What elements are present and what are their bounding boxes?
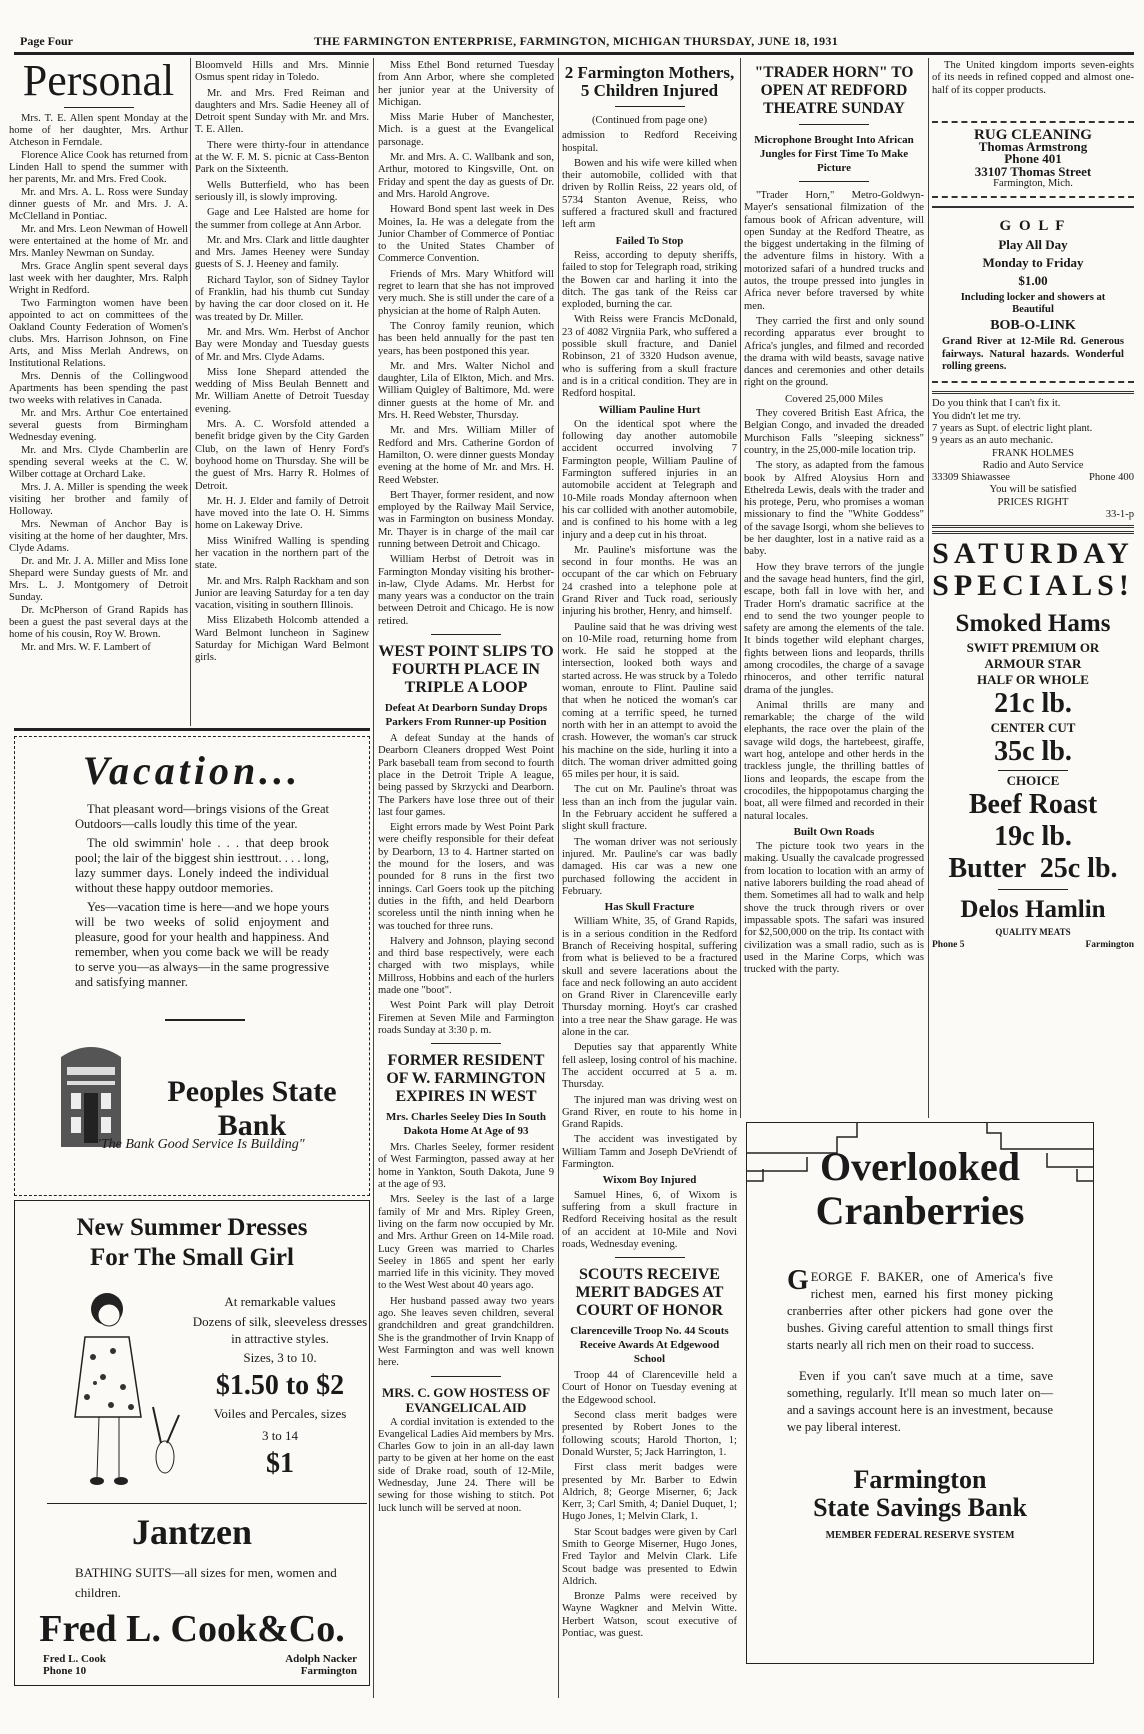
ad-title: G O L F (999, 218, 1067, 235)
column-divider (373, 58, 374, 1698)
subheading: Built Own Roads (793, 825, 875, 838)
divider (165, 1019, 245, 1021)
ad-paragraph: The old swimmin' hole . . . that deep brook pool; the lair of the biggest shin iesttrout. . . . long, lazy summer days. Lonely indeed the individual without these happy outdoor memories. (75, 836, 329, 895)
subheading: Covered 25,000 Miles (784, 392, 884, 405)
article-paragraph: Second class merit badges were presented by Robert Jones to the following scouts; Harold Thorton, 1; Donald Wurster, 5; Jack Harrington, 1. (562, 1410, 737, 1458)
personal-item: Mr. and Mrs. A. L. Ross were Sunday dinner guests of Mr. and Mrs. J. A. McClelland in Pontiac. (9, 187, 188, 222)
article-paragraph: Halvery and Johnson, playing second and third base respectively, were each charged with two misplays, while Millross, Hobbins and each of the hurlers made one "boot". (378, 935, 554, 996)
fred-l-cook-ad (14, 1200, 370, 1686)
product-price: Butter 25c lb. (948, 853, 1118, 885)
ad-text: Phone 400 (1088, 472, 1134, 484)
personal-item: Mr. and Mrs. Ralph Rackham and son Junior are leaving Saturday for a ten day vacation, visiting in southern Illinois. (195, 575, 369, 612)
ad-title-line: Overlooked (820, 1144, 1020, 1189)
column-3 (378, 60, 554, 1700)
member-note: MEMBER FEDERAL RESERVE SYSTEM (825, 1530, 1015, 1541)
ad-text: Do you think that I can't fix it. (932, 398, 1061, 410)
personal-item: Miss Elizabeth Holcomb attended a Ward Belmont luncheon in Saginew Saturday for Michigan Ward Belmont girls. (195, 615, 369, 664)
ad-text: Farmington, Mich. (993, 178, 1073, 190)
signature-right (285, 1653, 357, 1677)
filler-note: The United kingdom imports seven-eights of its needs in refined copped and almost one-half of its copper products. (932, 60, 1134, 96)
ad-text: Grand River at 12-Mile Rd. Generous fairways. Natural hazards. Wonderful rolling greens. (942, 336, 1124, 373)
personal-item: Mr. and Mrs. A. C. Wallbank and son, Arthur, motored to Kingsville, Ont. on Friday and spent the day as guests of Dr. and Mrs. Harold Angrove. (378, 152, 554, 200)
personal-item: Mr. and Mrs. Fred Reiman and daughters and Mrs. Sadie Heeney all of Detroit spent Sunday with Mr. and Mrs. T. E. Allen. (195, 87, 369, 136)
divider (47, 1503, 367, 1504)
personal-item: Bloomveld Hills and Mrs. Minnie Osmus spent riday in Toledo. (195, 60, 369, 84)
personal-item: Howard Bond spent last week in Des Moines, Ia. He was a delegate from the Junior Chamber of Commerce of Pontiac to the United States Chamber of Commerce Convention. (378, 204, 554, 265)
ad-text: Phone 10 (43, 1665, 87, 1677)
personal-item: Mrs. Dennis of the Collingwood Apartments has been spending the past two weeks with relatives in Canada. (9, 371, 188, 406)
ad-text: You didn't let me try. (932, 410, 1021, 422)
personal-item: Gage and Lee Halsted are home for the summer from college at Ann Arbor. (195, 207, 369, 231)
article-paragraph: Mrs. Seeley is the last of a large family of Mr and Mrs. Ripley Green, living on the farm now occupied by Mr. and Mrs. Arthur Green on 14-Mile road. Lucy Green was married to Charles Seeley in 1865 and spent her early married life in this vicinity. They moved to the West West about 40 years ago. (378, 1194, 554, 1292)
ad-contact (932, 939, 1134, 951)
ad-text: BOB-O-LINK (990, 318, 1076, 334)
ad-body (75, 802, 329, 990)
article-paragraph: With Reiss were Francis McDonald, 23 of 4082 Virgniia Park, who suffered a possible skull fracture, and Daniel Robinson, 21 of 3320 Hudson avenue, who is suffering from a skull fracture and is in a critical condition. They are in Redford hospital. (562, 314, 737, 400)
personal-item: The Conroy family reunion, which has been held annually for the past ten years, has been postponed this year. (378, 320, 554, 357)
price: $1 (266, 1448, 294, 1479)
ad-text: CHOICE (1006, 773, 1060, 789)
article-paragraph: Troop 44 of Clarenceville held a Court of Honor on Tuesday evening at the Edgewood school. (562, 1370, 737, 1406)
personal-item: Bert Thayer, former resident, and now employed by the Railway Mail Service, was in Farmington on business Monday. Mr. Thayer is in charge of the mail car running between Detroit and Chicago. (378, 489, 554, 550)
price: 21c lb. (994, 688, 1072, 720)
personal-item: Florence Alice Cook has returned from Linden Hall to spend the summer with her parents, Mr. and Mrs. Fred Cook. (9, 150, 188, 185)
masthead-rule (14, 52, 1134, 55)
personal-item: Wells Butterfield, who has been seriously ill, is slowly improving. (195, 179, 369, 203)
peoples-state-bank-ad (14, 736, 370, 1196)
personal-item: Miss Ione Shepard attended the wedding of Miss Beulah Bennett and Mr. William Anette of Detroit Tuesday evening. (195, 366, 369, 415)
personal-item: Mrs. Grace Anglin spent several days last week with her daughter, Mrs. Ralph Wright in Redford. (9, 261, 188, 296)
store-name: Fred L. Cook&Co. (39, 1608, 345, 1650)
column-6 (932, 60, 1134, 1120)
article-paragraph: They carried the first and only sound recording apparatus ever brought to Africa's jungles, and filmed and recorded the drama with wild beasts, savage native dances and ceremonies and other details right on the ground. (744, 315, 924, 389)
column-divider (928, 58, 929, 1118)
ad-text: CENTER CUT (990, 720, 1076, 736)
ad-body (190, 1291, 370, 1481)
ad-paragraph: That pleasant word—brings visions of the Great Outdoors—calls loudly this time of the year. (75, 802, 329, 831)
ad-text: 9 years as an auto mechanic. (932, 435, 1054, 447)
ad-title-line: New Summer Dresses (76, 1214, 308, 1241)
article-headline: SCOUTS RECEIVE MERIT BADGES AT COURT OF HONOR (575, 1266, 724, 1320)
ad-text: Including locker and showers at Beautiful (960, 291, 1106, 315)
ad-text: You will be satisfied (989, 484, 1077, 496)
price: 19c lb. (994, 821, 1072, 853)
personal-item: Mr. and Mrs. Walter Nichol and daughter, Lila of Elkton, Mich. and Mrs. William Quigley of Baltimore, Md. were dinner guests at the home of Mr. and Mrs. H. Reed Webster, Thursday. (378, 360, 554, 422)
farmington-state-savings-bank-ad (746, 1122, 1094, 1664)
article-paragraph: Animal thrills are many and remarkable; the charge of the wild elephants, the race over the plain of the savage wild dogs, the hartebeest, giraffe, wart hog, antelope and other herds in the trackless jungle, the thrilling battles of lions and leopards, the escape from the crocodiles, the hippopotamus charging the boat, all were filmed and recorded in their natural locales. (744, 699, 924, 822)
ad-title: SATURDAY (932, 537, 1134, 571)
ad-text: Thomas Armstrong (978, 139, 1088, 155)
personal-item: Mr. and Mrs. W. F. Lambert of (21, 642, 151, 653)
personal-item: Mrs. Newman of Anchor Bay is visiting at the home of her daughter, Mrs. Clyde Adams. (9, 519, 188, 554)
article-paragraph: admission to Redford Receiving hospital. (562, 130, 737, 154)
continued-note: (Continued from page one) (591, 115, 708, 126)
article-headline: 2 Farmington Mothers, 5 Children Injured (564, 63, 735, 100)
divider (431, 634, 501, 635)
article-paragraph: On the identical spot where the following day another automobile accident occurred involving 7 Farmington people, William Pauline of Farmington suffered injuries in an automobile accident at Telegraph and 10-Mile roads Monday afternoon when his car collided with another automobile, and is confined to his home with a leg injury and a deep cut in his throat. (562, 418, 737, 541)
column-divider (558, 58, 559, 1698)
personal-item: Mrs. J. A. Miller is spending the week visiting her brother and family of Holloway. (9, 482, 188, 517)
girl-and-rabbit-illustration (65, 1287, 185, 1497)
ad-text: 33107 Thomas Street (974, 163, 1092, 179)
article-paragraph: Reiss, according to deputy sheriffs, failed to stop for Telegraph road, striking the Bowen car and harling it into the ditch. The gas tank of the Reiss car exploded, burning the car. (562, 249, 737, 311)
article-paragraph: Deputies say that apparently White fell asleep, losing control of his machine. The accident occurred at 5 a. m. Thursday. (562, 1042, 737, 1091)
ad-text: Radio and Auto Service (982, 459, 1084, 471)
ad-text: Phone 5 (932, 939, 965, 950)
bank-tagline: "The Bank Good Service Is Building" (95, 1137, 305, 1152)
personal-heading: Personal (22, 58, 175, 105)
section-rule (14, 728, 370, 731)
ad-body (787, 1265, 1053, 1436)
article-paragraph: The picture took two years in the making. Usually the cavalcade progressed from location to location with an army of native laborers building the road ahead of them. Sometimes all had to walk and help shove the truck through rivers or over impassable spots. The safari was insured for $2,500,000 on the trip. Its contact with civilization was a small radio, such as is used in the Marine Corps, which was trucked with the party. (744, 841, 924, 976)
product-name: Smoked Hams (955, 610, 1111, 638)
masthead (14, 30, 1134, 52)
golf-ad (932, 206, 1134, 383)
ad-text: Sizes, 3 to 10. (243, 1350, 317, 1365)
price: $1.00 (1018, 273, 1048, 289)
article-deck: Microphone Brought Into African Jungles for First Time To Make Picture (754, 134, 914, 174)
personal-item: Mr. H. J. Elder and family of Detroit have moved into the late O. H. Simms home on Lakeway Drive. (195, 495, 369, 532)
divider (998, 770, 1068, 771)
ad-text: 33309 Shiawassee (932, 472, 1010, 484)
article-paragraph: The cut on Mr. Pauline's throat was less than an inch from the jugular vain. In the February accident he suffered a slight skull fracture. (562, 784, 737, 833)
ad-title: Vacation... (82, 748, 302, 793)
ad-text: Play All Day (998, 236, 1068, 252)
divider (799, 181, 869, 182)
personal-item: Richard Taylor, son of Sidney Taylor of Franklin, had his thumb cut Sunday by having the car door closed on it. He was treated by Dr. Miller. (195, 274, 369, 323)
personal-item: Mrs. T. E. Allen spent Monday at the home of her daughter, Mrs. Arthur Atcheson in Ferndale. (9, 113, 188, 148)
page-number: Page Four (20, 34, 73, 48)
ad-title: SPECIALS! (932, 569, 1134, 603)
personal-item: Mr. and Mrs. Arthur Coe entertained several guests from Birmingham Wednesday evening. (9, 408, 188, 443)
frank-holmes-ad (932, 391, 1134, 528)
personal-item: Mr. and Mrs. Wm. Herbst of Anchor Bay were Monday and Tuesday guests of Mr. and Mrs. Clyde Adams. (195, 326, 369, 363)
ad-text: Dozens of silk, sleeveless dresses in attractive styles. (192, 1314, 368, 1346)
personal-item: Mr. and Mrs. Leon Newman of Howell were entertained at the home of Mr. and Mrs. Manley Newman on Sunday. (9, 224, 188, 259)
personal-item: Miss Marie Huber of Manchester, Mich. is a guest at the Evangelical parsonage. (378, 112, 554, 148)
bank-name: Peoples State Bank (167, 1075, 337, 1142)
personal-item: Miss Winifred Walling is spending her vacation in the northern part of the state. (195, 535, 369, 572)
ad-text: Farmington (1085, 939, 1134, 950)
divider (431, 1043, 501, 1044)
ad-title-line: Cranberries (815, 1188, 1025, 1233)
ad-text: Fred L. Cook (43, 1653, 107, 1665)
subheading: Failed To Stop (615, 234, 684, 247)
article-paragraph: First class merit badges were presented by Mr. Barber to Edwin Aldrich, 8; George Miserner, 6; Jack Kerr, 3; Carl Smith, 4; Daniel Duquet, 1; Hugo Jones, 1; Melvin Clark, 1. (562, 1462, 737, 1523)
rug-cleaning-ad (932, 121, 1134, 198)
ad-text: SWIFT PREMIUM OR (966, 640, 1100, 656)
ad-text: Adolph Nacker (285, 1653, 357, 1665)
article-paragraph: Mr. Pauline's misfortune was the second in four months. He was an occupant of the car which on February 24 crashed into a telephone pole at Grand River and Tuck road, seriously injuring his brother, Henry, and himself. (562, 544, 737, 618)
article-headline: FORMER RESIDENT OF W. FARMINGTON EXPIRES IN WEST (386, 1052, 546, 1106)
newspaper-title: THE FARMINGTON ENTERPRISE, FARMINGTON, MICHIGAN THURSDAY, JUNE 18, 1931 (314, 34, 839, 48)
article-headline: MRS. C. GOW HOSTESS OF EVANGELICAL AID (381, 1384, 551, 1415)
article-paragraph: Bronze Palms were received by Wayne Wagkner and Melvin Witte. Herbert Watson, scout executive of Pontiac, was guest. (562, 1591, 737, 1640)
personal-item: William Herbst of Detroit was in Farmington Monday visiting his brother-in-law, Clyde Adams. Mr. Herbst for many years was a conductor on the train between Detroit and Chicago. He is now retired. (378, 554, 554, 627)
article-deck: Mrs. Charles Seeley Dies In South Dakota Home At Age of 93 (385, 1111, 547, 1138)
ad-text: 3 to 14 (261, 1428, 299, 1443)
article-paragraph: How they brave terrors of the jungle and the savage head hunters, find the girl, escape, both fall in love with her, and Trader Horn's dramatic sacrifice at the end to send the two younger people to safety are among the elements of the tale. It binds together wild elephant charges, fights between lions and leopards, thrills among crocodiles, the charge of a savage rhinoceros, and other terrific natural drama of the jungles. (744, 561, 924, 696)
ad-title: RUG CLEANING (974, 126, 1092, 143)
article-paragraph: Mrs. Charles Seeley, former resident of West Farmington, passed away at her home in Yankton, South Dakota, June 9 at the age of 93. (378, 1142, 554, 1191)
price: 35c lb. (994, 736, 1072, 768)
article-paragraph: "Trader Horn," Metro-Goldwyn-Mayer's sensational filmization of the famous book of African adventure, will open Sunday at the Redford Theatre, as the biggest undertaking in the filming of the adventure films in history. With a motorized safari of a hundred trucks and autos, the troupe pressed into jungles in Africa never before traversed by white men. (744, 190, 924, 312)
store-name: Delos Hamlin (960, 896, 1106, 924)
article-paragraph: The woman driver was not seriously injured. Mr. Pauline's car was badly damaged. His car was a new one purchased following the accident in February. (562, 836, 737, 897)
article-headline: "TRADER HORN" TO OPEN AT REDFORD THEATRE SUNDAY (754, 64, 914, 117)
ad-text: FRANK HOLMES (991, 447, 1075, 459)
price: $1.50 to $2 (215, 1370, 345, 1401)
ad-contact (932, 472, 1134, 484)
article-paragraph: They covered British East Africa, the Belgian Congo, and invaded the dreaded Murchison Falls "sleeping sickness" country, in the 25,000-mile location trip. (744, 408, 924, 456)
subheading: Has Skull Fracture (604, 901, 695, 914)
personal-item: Mr. and Mrs. Clyde Chamberlin are spending several weeks at the C. W. Wilber cottage at Orchard Lake. (9, 445, 188, 480)
article-paragraph: A cordial invitation is extended to the Evangelical Ladies Aid members by Mrs. Charles Gow to join in an all-day lawn party to be given at her home on the east side of Drake road, south of 12-Mile, Wednesday, June 24. There will be sewing for those wishing to stitch. Pot luck lunch will be served at noon. (378, 1416, 554, 1514)
bank-name (747, 1466, 1093, 1522)
ad-paragraph: EORGE F. BAKER, one of America's five richest men, earned his first money picking cranberries after other pickers had gone over the bushes. Giving careful attention to small things first starts nearly all rich men on their road to success. (787, 1270, 1053, 1352)
article-deck: Clarenceville Troop No. 44 Scouts Receive Awards At Edgewood School (570, 1325, 729, 1366)
ad-text: PRICES RIGHT (997, 496, 1069, 508)
article-paragraph: Star Scout badges were given by Carl Smith to George Miserner, Hugo Jones, Fred Taylor and Melvin Clark. Life Scout badge was presented to Edwin Aldrich. (562, 1526, 737, 1587)
article-paragraph: Her husband passed away two years ago. She leaves seven children, several grandchildren and great grandchildren. She is the grandmother of Irvin Knapp of West Farmington and was well known here. (378, 1295, 554, 1369)
ad-paragraph: Yes—vacation time is here—and we hope yours will be two weeks of solid enjoyment and pleasure, good for your health and happiness. And remember, when you come back we will be ready to serve you—as always—in the same progressive and satisfying manner. (75, 900, 329, 989)
divider (615, 106, 685, 107)
personal-item: Mr. and Mrs. William Miller of Redford and Mrs. Catherine Gordon of Hamilton, O. were dinner guests Monday evening at the home of Mr. and Mrs. H. Reed Webster. (378, 425, 554, 486)
ad-title-line: For The Small Girl (90, 1244, 294, 1271)
article-paragraph: Samuel Hines, 6, of Wixom is suffering from a skull fracture in Redford Receiving hosital as the result of an accident at 10-Mile and Novi roads, Wednesday evening. (562, 1189, 737, 1250)
subheading: William Pauline Hurt (598, 403, 701, 416)
personal-item: There were thirty-four in attendance at the W. F. M. S. picnic at Cass-Benton Park on the Sixteenth. (195, 139, 369, 176)
ad-text: HALF OR WHOLE (977, 672, 1089, 688)
brand-name: Jantzen (132, 1512, 252, 1552)
divider (998, 889, 1068, 890)
column-5 (744, 60, 924, 1116)
divider (431, 1376, 501, 1377)
personal-item: Friends of Mrs. Mary Whitford will regret to learn that she has not improved very much. She is still under the care of a physician at the home of Ralph Auten. (378, 268, 554, 317)
subheading: Wixom Boy Injured (602, 1174, 697, 1187)
product-name: Beef Roast (968, 789, 1098, 821)
personal-column-2 (195, 60, 369, 726)
signature-left (43, 1653, 106, 1677)
column-divider (190, 58, 191, 726)
divider (799, 124, 869, 125)
ad-title (15, 1213, 369, 1273)
article-paragraph: West Point Park will play Detroit Firemen at Seven Mile and Farmington roads Sunday at 3:30 p. m. (378, 1000, 554, 1036)
decorative-steps (747, 1123, 1093, 1183)
article-paragraph: William White, 35, of Grand Rapids, is in a serious condition in the Redford Branch of Receiving hospital, suffering from what is believed to be a fractured skull and severe lacerations about the face and neck following an auto accident on Grand River in Clarenceville early Thursday morning. Hoyt's car crashed into a tree near the Shaw garage. He was alone in the car. (562, 916, 737, 1039)
divider (615, 1257, 685, 1258)
article-headline: WEST POINT SLIPS TO FOURTH PLACE IN TRIPLE A LOOP (378, 643, 554, 697)
article-paragraph: The injured man was driving west on Grand River, en route to his home in Grand Rapids. (562, 1094, 737, 1131)
ad-text: Farmington (300, 1665, 357, 1677)
divider (64, 107, 134, 108)
personal-item: Dr. and Mr. J. A. Miller and Miss Ione Shepard were Sunday guests of Mr. and Mrs. L. J. Montgomery of Detroit Sunday. (9, 556, 188, 603)
personal-item: Mrs. A. C. Worsfold attended a benefit bridge given by the City Garden Club, on the lawn of Henry Ford's boyhood home on Thursday. She will be the guest of Mrs. Harry R. Holmes of Detroit. (195, 419, 369, 492)
ad-paragraph: Even if you can't save much at a time, save something, regularly. It'll mean so much later on—and a savings account here is an investment, because we pay liberal interest. (787, 1369, 1053, 1434)
article-paragraph: The accident was investigated by William Tamm and Joseph DeVriendt of Farmington. (562, 1134, 737, 1171)
delos-hamlin-ad (932, 531, 1134, 951)
ad-text: QUALITY MEATS (995, 927, 1071, 938)
bank-name-line: State Savings Bank (813, 1493, 1027, 1522)
personal-column-1 (9, 58, 188, 727)
column-divider (740, 58, 741, 1118)
bank-building-illustration (51, 1037, 131, 1147)
personal-item: Dr. McPherson of Grand Rapids has been a guest the past several days at the home of his cousin, Roy W. Brown. (9, 605, 188, 640)
article-paragraph: The story, as adapted from the famous book by Alfred Aloysius Horn and Ethelreda Lewis, deals with the trader and his protege, Peru, who promises a woman missionary to find the "White Goddess" of the savage Isorgi, whom she believes to be her daughter, lost in a native raid as a baby. (744, 460, 924, 558)
bank-name-line: Farmington (853, 1465, 987, 1494)
article-paragraph: Bowen and his wife were killed when their automobile, collided with that driven by Rollin Reiss, 22 years old, of 5734 Stanton Avenue, Reiss, who suffered a fractured skull and fractured left arm (562, 157, 737, 231)
ad-text: Phone 401 (1004, 151, 1062, 167)
ad-text: BATHING SUITS—all sizes for men, women and children. (75, 1565, 337, 1600)
article-deck: Defeat At Dearborn Sunday Drops Parkers From Runner-up Position (384, 702, 548, 729)
personal-item: Two Farmington women have been appointed to act on committees of the Oakland County Federation of Women's clubs. Mrs. Harrison Johnson, on Fine Arts, and Miss Merlah Andrews, on Institutional Relations. (9, 298, 188, 369)
ad-code: 33-1-p (1105, 509, 1134, 521)
ad-text: At remarkable values (224, 1294, 336, 1309)
article-paragraph: Pauline said that he was driving west on 10-Mile road, returning home from work. He said he stopped at the intersection, looked both ways and started across. He was struck by a Toledo woman, enroute to Flint. Pauline said that when he noticed the woman's car coming at a terrific speed, he turned north with her in an attempt to avoid the crash. However, the woman's car struck his machine on the side, hurling it into a ditch. The woman driver admitted going 65 miles per hour, it is said. (562, 621, 737, 781)
article-paragraph: Eight errors made by West Point Park were cheifly responsible for their defeat by Dearborn, 13 to 4. Hartner started on the mound for the losers, and was pounded for 8 runs in the first two innings. Carl Goers took up the pitching duties in the fifth, and held Dearborn scoreless until the ninth inning when he was touched for three runs. (378, 822, 554, 932)
drop-cap: G (787, 1265, 809, 1296)
ad-text: 7 years as Supt. of electric light plant. (932, 422, 1093, 434)
ad-text: Monday to Friday (982, 254, 1084, 270)
ad-text: ARMOUR STAR (984, 656, 1082, 672)
personal-item: Miss Ethel Bond returned Tuesday from Ann Arbor, where she completed her junior year at the University of Michigan. (378, 60, 554, 108)
column-4 (562, 60, 737, 1700)
ad-text: Voiles and Percales, sizes (213, 1406, 347, 1421)
personal-item: Mr. and Mrs. Clark and little daughter and Mrs. James Heeney were Sunday guests of S. J. Heeney and family. (195, 234, 369, 271)
article-paragraph: A defeat Sunday at the hands of Dearborn Cleaners dropped West Point Park baseball team from second to fourth place in the Detroit Triple A league, being passed by Skrzycki and Dearborn. The Parkers have lose three out of their last four games. (378, 733, 554, 818)
